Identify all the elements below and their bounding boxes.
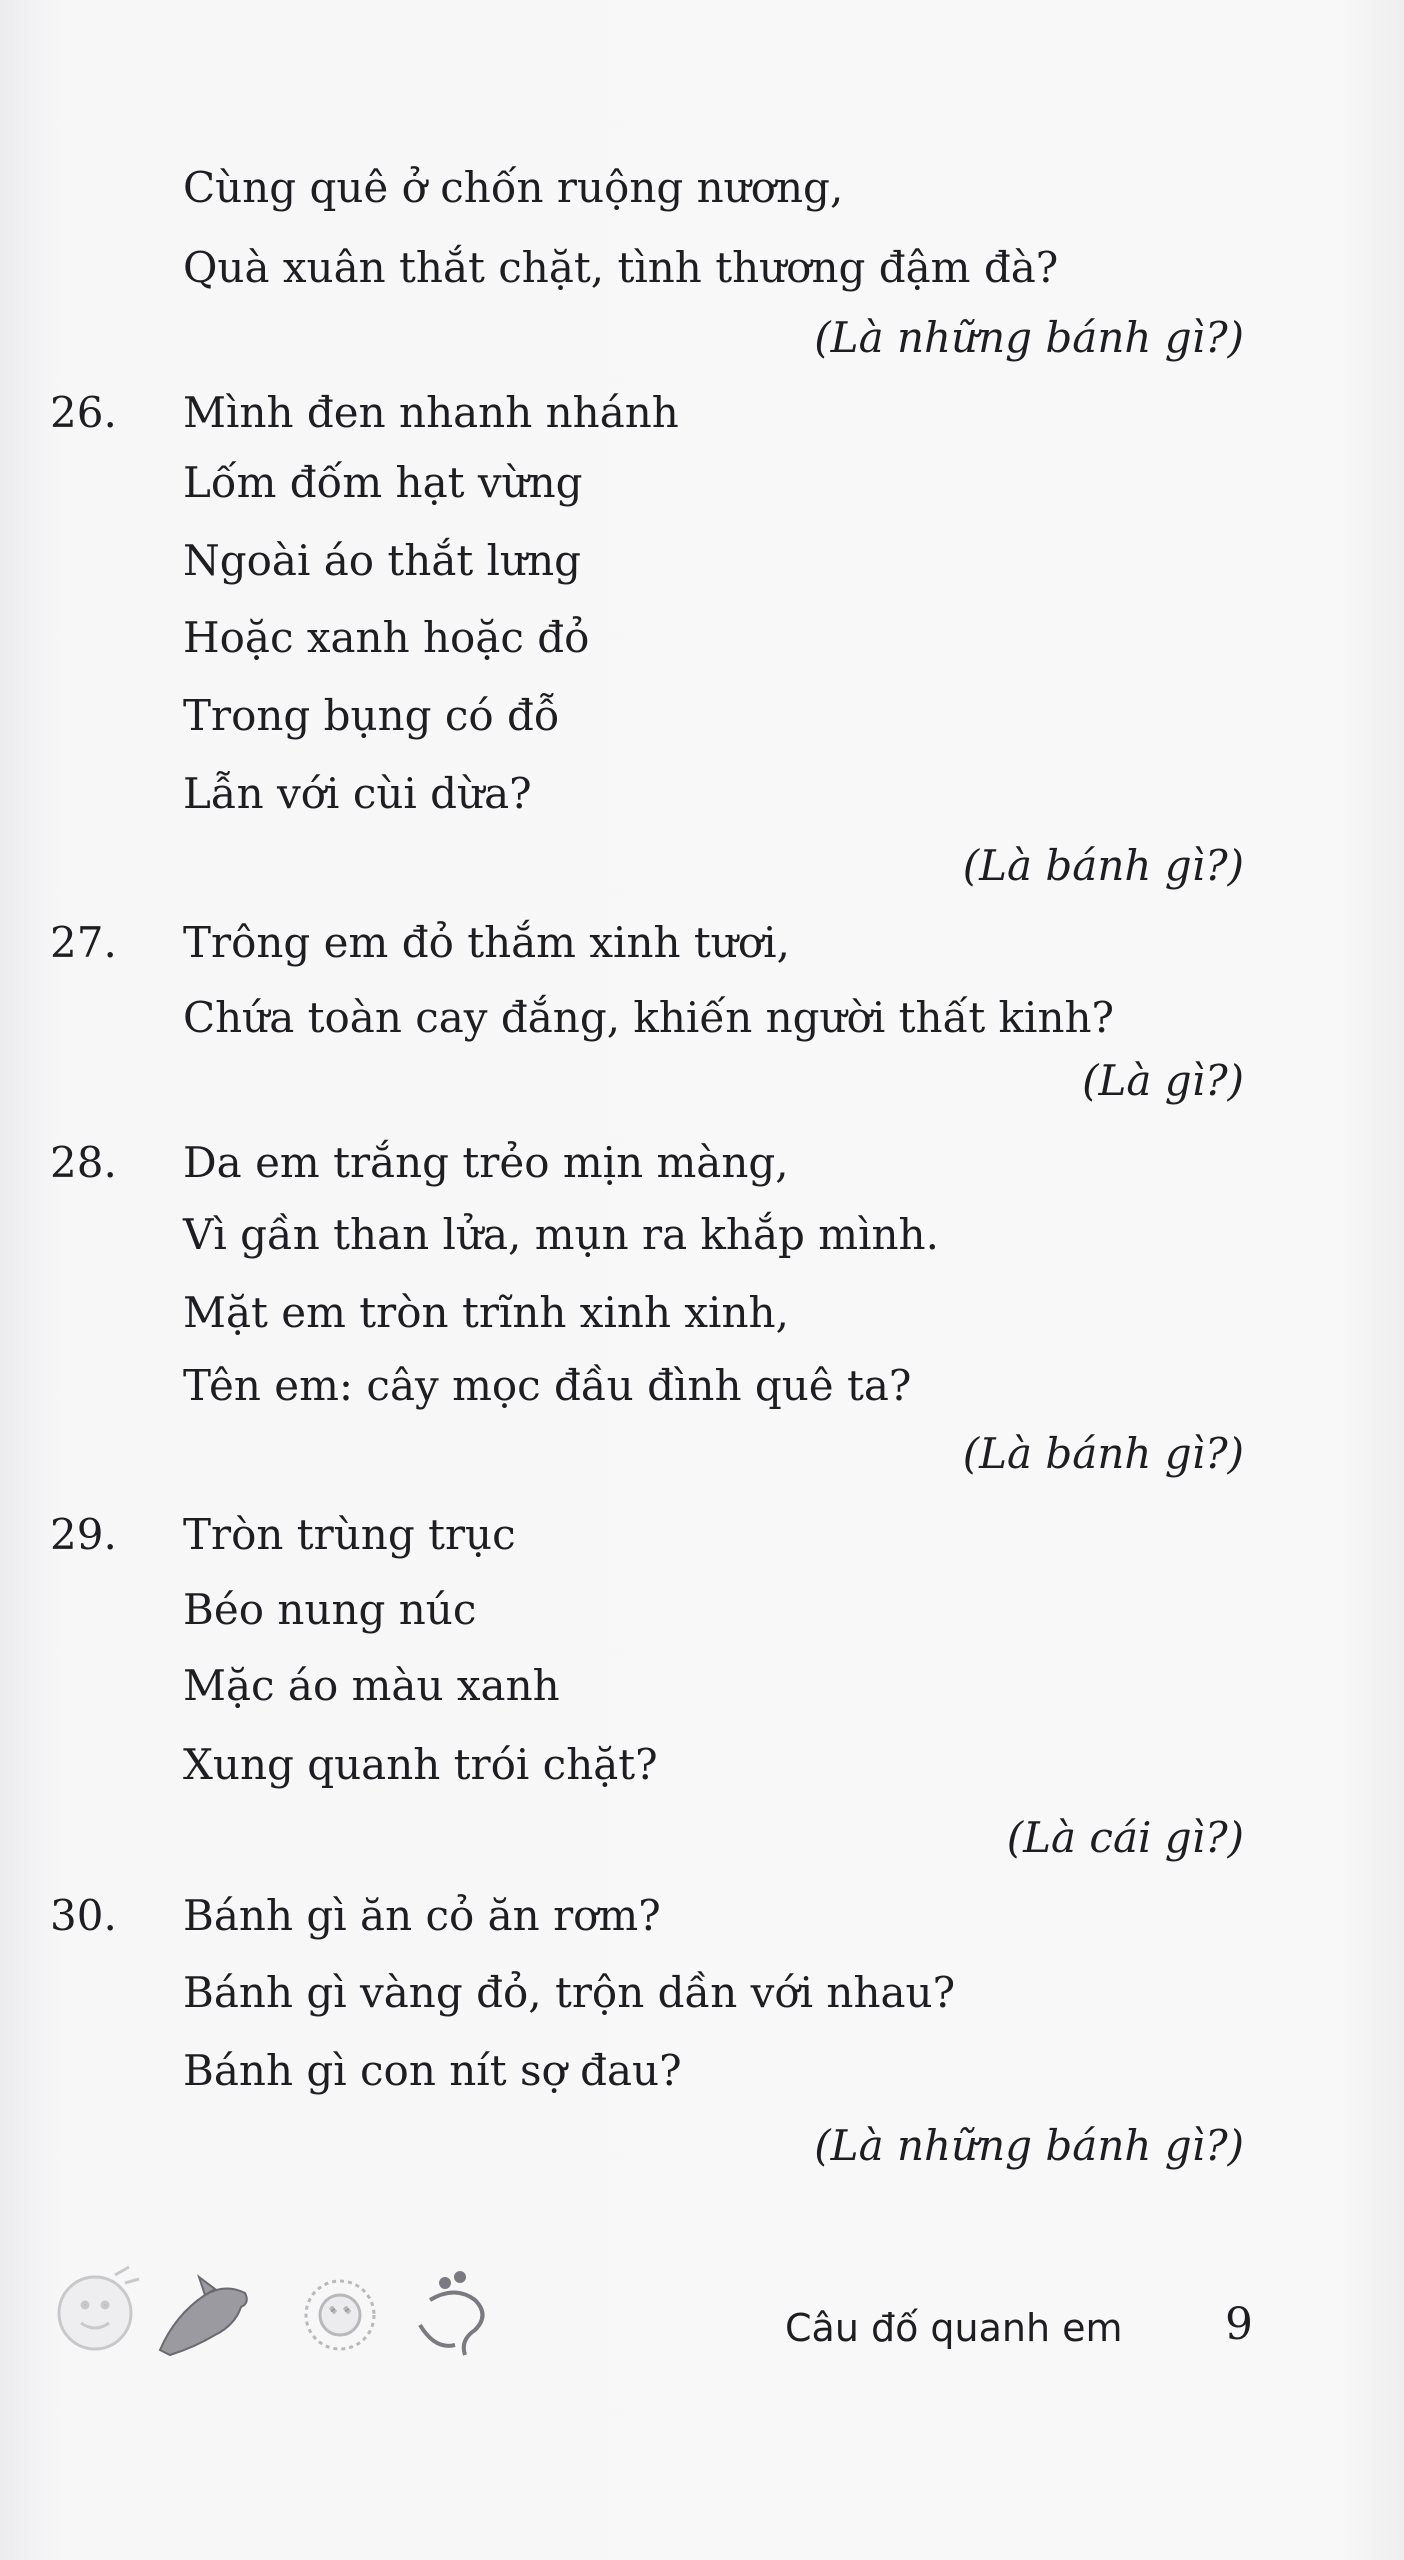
riddle-number: 26. <box>50 388 117 437</box>
verse-line: Trông em đỏ thắm xinh tươi, <box>183 918 790 967</box>
verse-line: Mình đen nhanh nhánh <box>183 388 679 437</box>
riddle-answer-prompt: (Là bánh gì?) <box>962 841 1244 890</box>
riddle-number: 30. <box>50 1891 117 1940</box>
riddle-answer-prompt: (Là những bánh gì?) <box>814 2121 1244 2170</box>
riddle-number: 28. <box>50 1138 117 1187</box>
riddle-answer-prompt: (Là những bánh gì?) <box>814 313 1244 362</box>
verse-line: Da em trắng trẻo mịn màng, <box>183 1138 789 1187</box>
decorative-illustration <box>45 2255 525 2365</box>
verse-line: Trong bụng có đỗ <box>183 691 560 740</box>
sun-face-icon <box>59 2267 139 2349</box>
verse-line: Mặc áo màu xanh <box>183 1661 560 1710</box>
verse-line: Lẫn với cùi dừa? <box>183 769 532 818</box>
page-number: 9 <box>1225 2299 1253 2350</box>
riddle-answer-prompt: (Là gì?) <box>1082 1056 1244 1105</box>
verse-line: Tên em: cây mọc đầu đình quê ta? <box>183 1361 912 1410</box>
verse-line: Tròn trùng trục <box>183 1510 516 1559</box>
verse-line: Chứa toàn cay đắng, khiến người thất kinh? <box>183 993 1115 1042</box>
verse-line: Hoặc xanh hoặc đỏ <box>183 613 590 662</box>
verse-line: Bánh gì ăn cỏ ăn rơm? <box>183 1891 661 1940</box>
sunflower-icon <box>306 2281 374 2349</box>
dolphin-icon <box>160 2277 247 2355</box>
verse-line: Lốm đốm hạt vừng <box>183 458 583 507</box>
verse-line: Quà xuân thắt chặt, tình thương đậm đà? <box>183 243 1059 292</box>
verse-line: Vì gần than lửa, mụn ra khắp mình. <box>183 1210 939 1259</box>
verse-line: Cùng quê ở chốn ruộng nương, <box>183 163 844 212</box>
seahorse-icon <box>420 2273 483 2355</box>
book-title-footer: Câu đố quanh em <box>785 2306 1123 2350</box>
verse-line: Mặt em tròn trĩnh xinh xinh, <box>183 1288 789 1337</box>
riddle-answer-prompt: (Là cái gì?) <box>1006 1813 1244 1862</box>
riddle-answer-prompt: (Là bánh gì?) <box>962 1429 1244 1478</box>
verse-line: Bánh gì con nít sợ đau? <box>183 2046 682 2095</box>
verse-line: Xung quanh trói chặt? <box>183 1740 658 1789</box>
verse-line: Ngoài áo thắt lưng <box>183 536 582 585</box>
verse-line: Bánh gì vàng đỏ, trộn dần với nhau? <box>183 1968 956 2017</box>
riddle-number: 29. <box>50 1510 117 1559</box>
verse-line: Béo nung núc <box>183 1585 477 1634</box>
riddle-number: 27. <box>50 918 117 967</box>
